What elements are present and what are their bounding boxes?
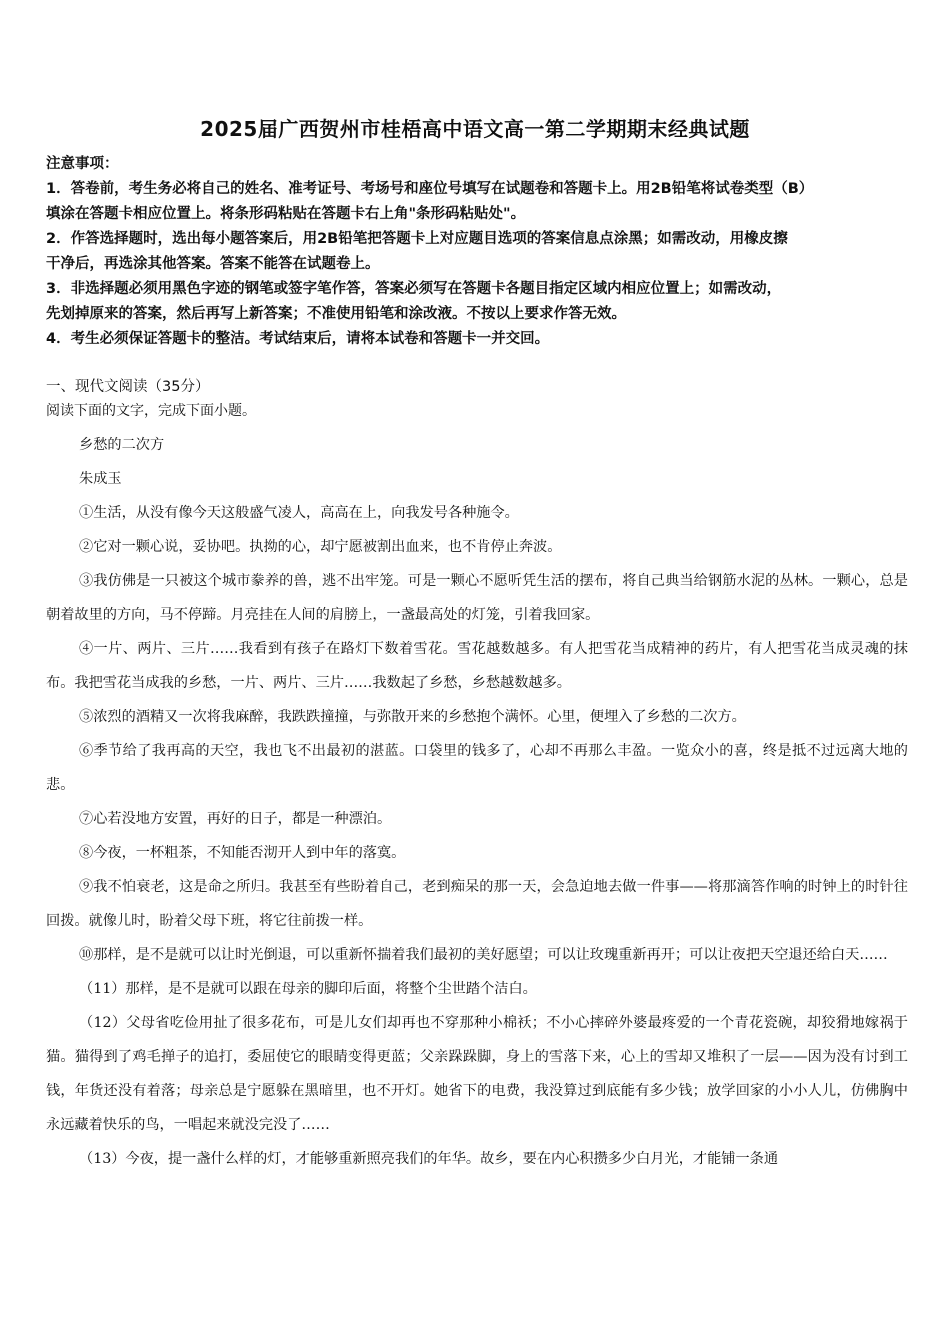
essay-paragraph: ⑩那样，是不是就可以让时光倒退，可以重新怀揣着我们最初的美好愿望；可以让玫瑰重新再开；可以让夜把天空退还给白天…… — [79, 947, 888, 963]
section-heading: 一、现代文阅读（35分） — [46, 379, 210, 395]
essay — [46, 428, 908, 1176]
notes-line: 1．答卷前，考生务必将自己的姓名、准考证号、考场号和座位号填写在试题卷和答题卡上。用2B铅笔将试卷类型（B） — [46, 181, 814, 197]
notes-line: 2．作答选择题时，选出每小题答案后，用2B铅笔把答题卡上对应题目选项的答案信息点涂黑；如需改动，用橡皮擦 — [46, 231, 788, 247]
notes-line: 4．考生必须保证答题卡的整洁。考试结束后，请将本试卷和答题卡一并交回。 — [46, 331, 550, 347]
essay-paragraph: ③我仿佛是一只被这个城市豢养的兽，逃不出牢笼。可是一颗心不愿听凭生活的摆布，将自己典当给钢筋水泥的丛林。一颗心，总是朝着故里的方向，马不停蹄。月亮挂在人间的肩膀上，一盏最高处的灯笼，引着我回家。 — [46, 573, 908, 623]
essay-paragraph: ⑧今夜，一杯粗茶，不知能否沏开人到中年的落寞。 — [79, 845, 406, 861]
exam-notes — [46, 152, 908, 352]
essay-paragraph: ⑤浓烈的酒精又一次将我麻醉，我跌跌撞撞，与弥散开来的乡愁抱个满怀。心里，便埋入了乡愁的二次方。 — [79, 709, 746, 725]
essay-paragraph: ④一片、两片、三片……我看到有孩子在路灯下数着雪花。雪花越数越多。有人把雪花当成精神的药片，有人把雪花当成灵魂的抹布。我把雪花当成我的乡愁，一片、两片、三片……我数起了乡愁，乡愁越数越多。 — [46, 641, 908, 691]
section-instruction: 阅读下面的文字，完成下面小题。 — [46, 403, 256, 419]
essay-paragraph: ⑦心若没地方安置，再好的日子，都是一种漂泊。 — [79, 811, 392, 827]
notes-heading: 注意事项： — [46, 156, 119, 172]
essay-paragraph: （12）父母省吃俭用扯了很多花布，可是儿女们却再也不穿那种小棉袄；不小心摔碎外婆最疼爱的一个青花瓷碗，却狡猾地嫁祸于猫。猫得到了鸡毛掸子的追打，委屈使它的眼睛变得更蓝；父亲跺跺脚，身上的雪落下来，心上的雪却又堆积了一层——因为没有讨到工钱，年货还没有着落；母亲总是宁愿躲在黑暗里，也不开灯。她省下的电费，我没算过到底能有多少钱；放学回家的小小人儿，仿佛胸中永远藏着快乐的鸟，一唱起来就没完没了…… — [46, 1015, 908, 1133]
notes-line: 干净后，再选涂其他答案。答案不能答在试题卷上。 — [46, 256, 380, 272]
essay-paragraph: ⑥季节给了我再高的天空，我也飞不出最初的湛蓝。口袋里的钱多了，心却不再那么丰盈。一览众小的喜，终是抵不过远离大地的悲。 — [46, 743, 908, 793]
notes-line: 先划掉原来的答案，然后再写上新答案；不准使用铅笔和涂改液。不按以上要求作答无效。 — [46, 306, 626, 322]
notes-line: 填涂在答题卡相应位置上。将条形码粘贴在答题卡右上角"条形码粘贴处"。 — [46, 206, 526, 222]
essay-paragraph: ⑨我不怕衰老，这是命之所归。我甚至有些盼着自己，老到痴呆的那一天，会急迫地去做一件事——将那滴答作响的时钟上的时针往回拨。就像儿时，盼着父母下班，将它往前拨一样。 — [46, 879, 908, 929]
essay-title: 乡愁的二次方 — [79, 437, 165, 453]
essay-paragraph: ②它对一颗心说，妥协吧。执拗的心，却宁愿被割出血来，也不肯停止奔波。 — [79, 539, 562, 555]
essay-author: 朱成玉 — [79, 471, 122, 487]
essay-paragraph: ①生活，从没有像今天这般盛气凌人，高高在上，向我发号各种施令。 — [79, 505, 519, 521]
exam-title: 2025届广西贺州市桂梧高中语文高一第二学期期末经典试题 — [200, 117, 750, 141]
notes-line: 3．非选择题必须用黑色字迹的钢笔或签字笔作答，答案必须写在答题卡各题目指定区域内相应位置上；如需改动， — [46, 281, 782, 297]
essay-paragraph: （11）那样，是不是就可以跟在母亲的脚印后面，将整个尘世踏个洁白。 — [79, 981, 537, 997]
essay-paragraph: （13）今夜，提一盏什么样的灯，才能够重新照亮我们的年华。故乡，要在内心积攒多少白月光，才能铺一条通 — [79, 1151, 779, 1167]
